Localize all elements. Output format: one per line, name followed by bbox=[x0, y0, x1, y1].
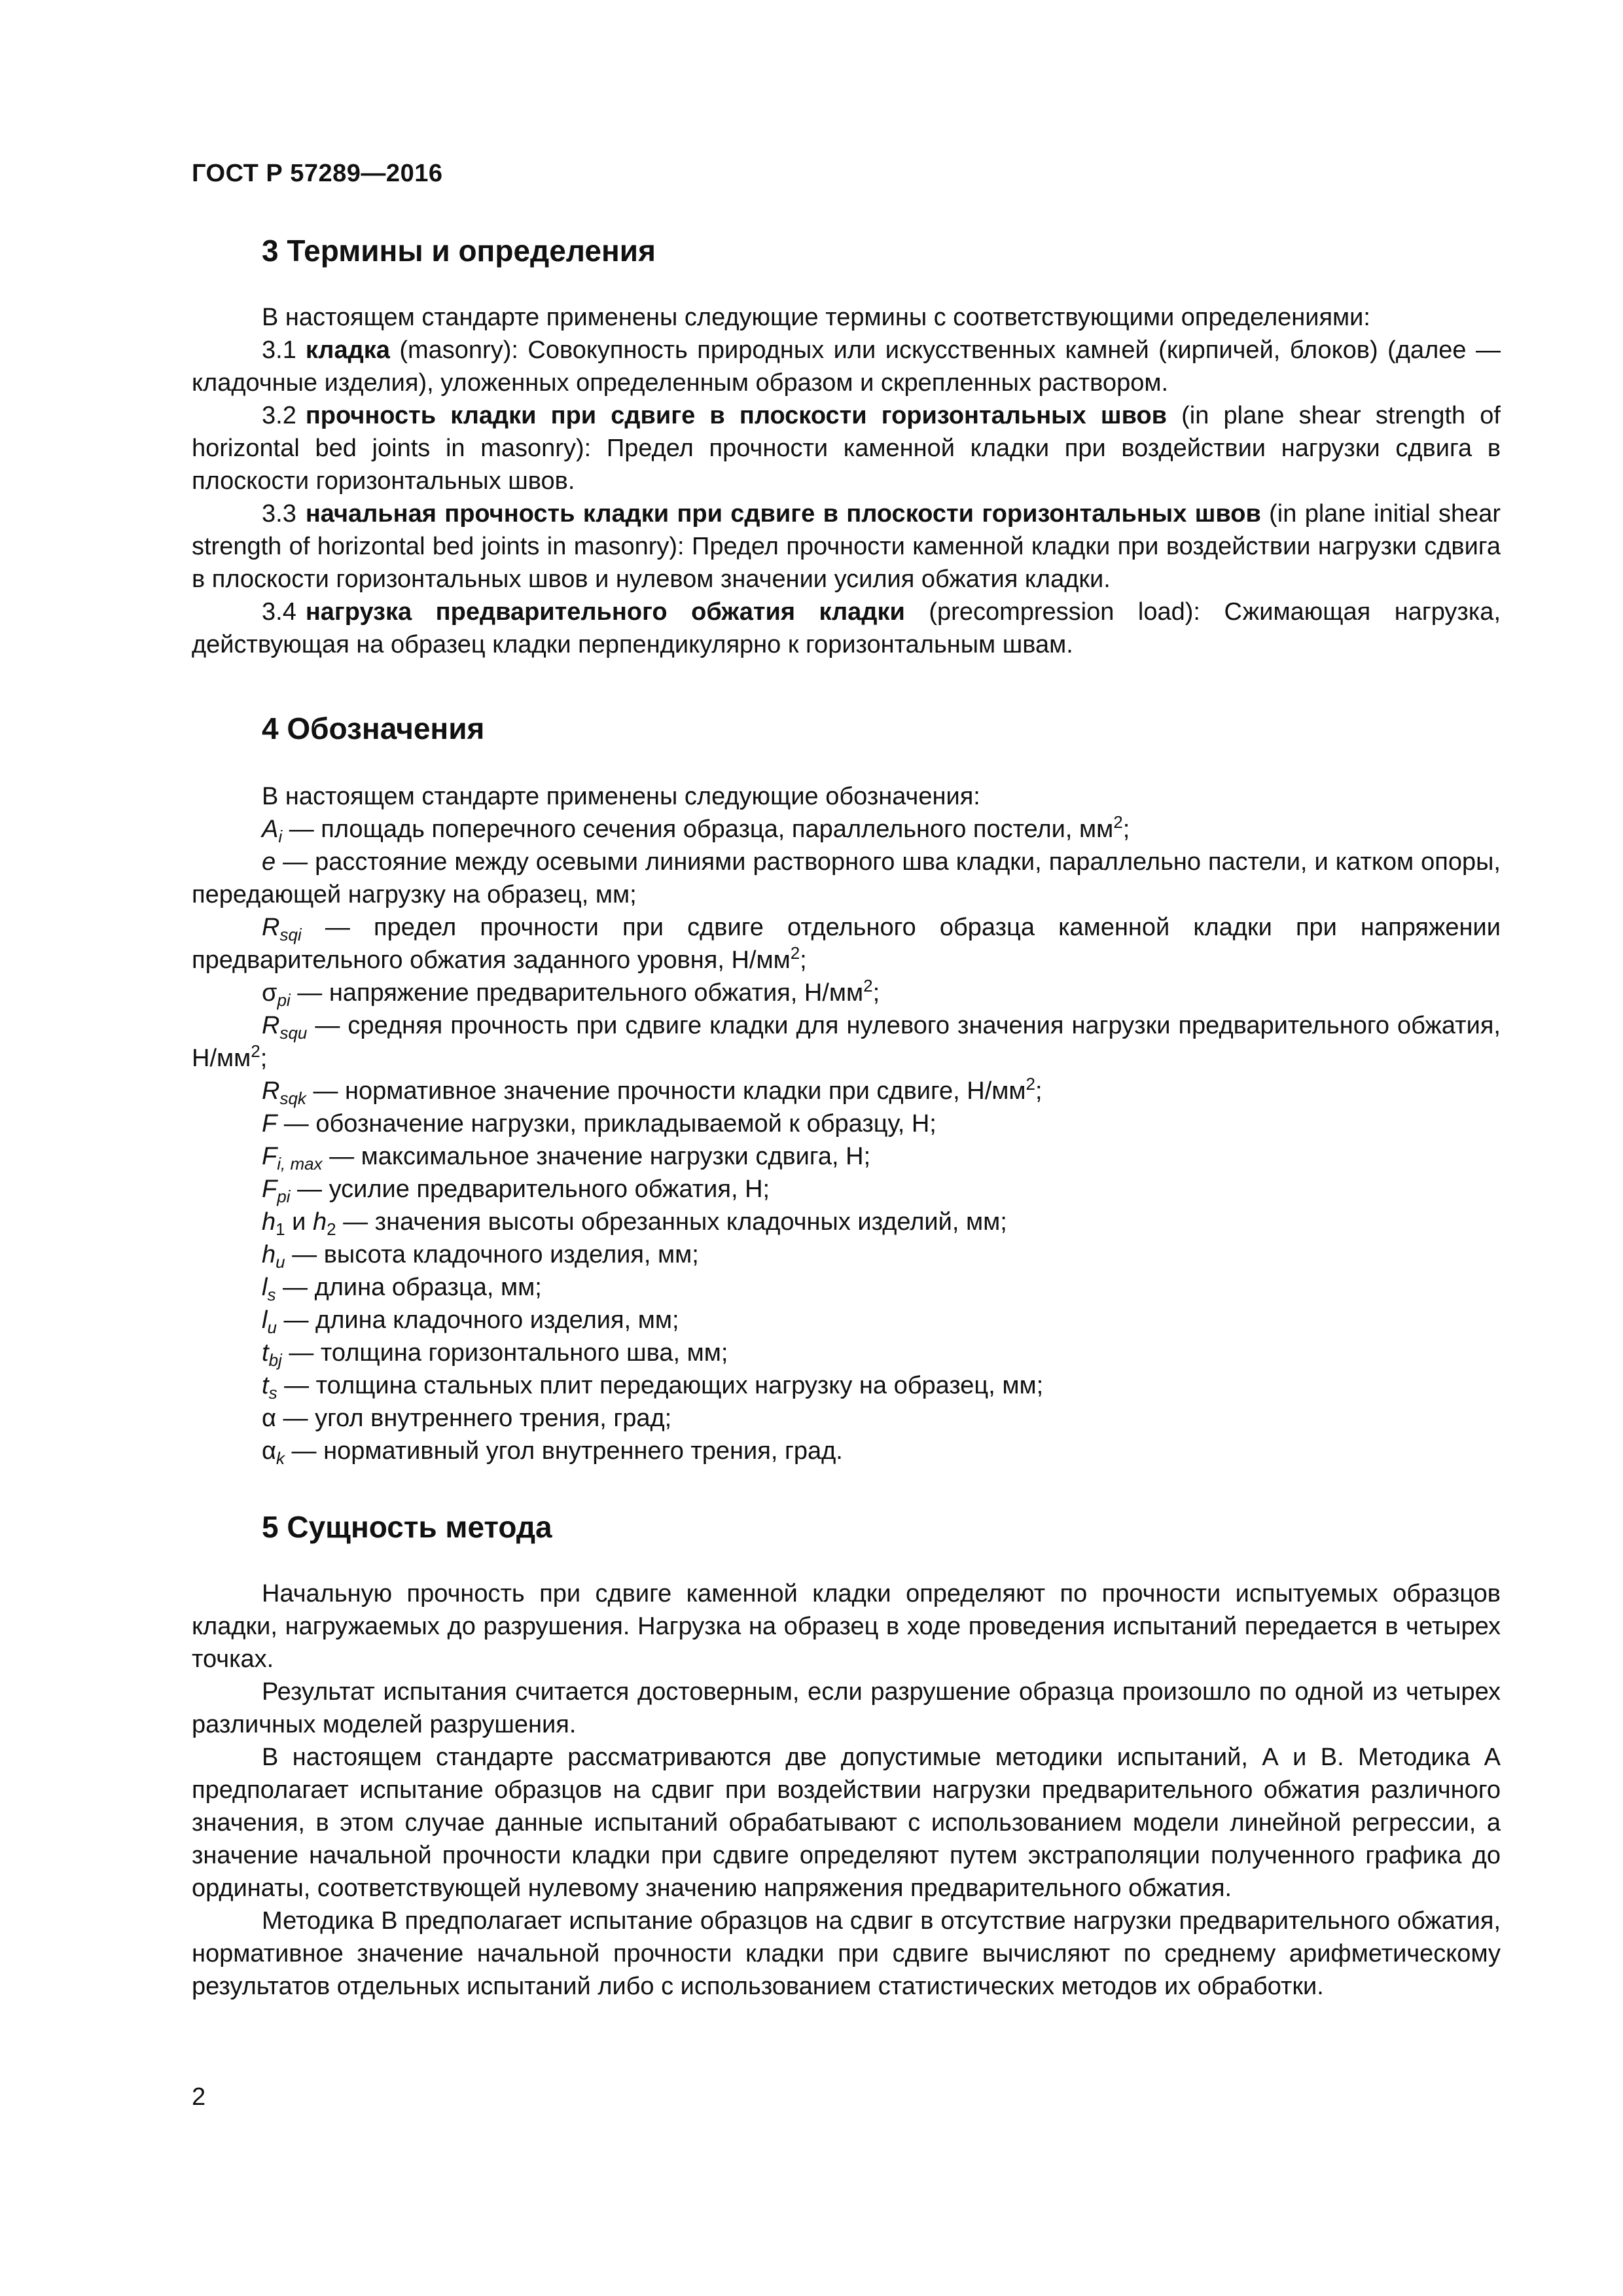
term-name: нагрузка предварительного обжатия кладки bbox=[305, 598, 905, 626]
term-english: (in plane shear strength of horizontal bed joints in masonry): bbox=[192, 402, 1501, 462]
section-4-heading: 4 Обозначения bbox=[262, 711, 485, 745]
term-english: (masonry): bbox=[389, 336, 528, 364]
section-5-paragraph: В настоящем стандарте рассматриваются две допустимые методики испытаний, А и В. Методика А предполагает испытание образцов на сдвиг при воздействии нагрузки предварительного обжатия различного значения, в этом случае данные испытаний обрабатывают с использованием модели линейной регрессии, а значение начальной прочности кладки при сдвиге определяют путем экстраполяции полученного графика до ординаты, соответствующей нулевому значению напряжения предварительного обжатия. bbox=[192, 1744, 1501, 1902]
term-3-3 bbox=[192, 497, 1501, 596]
term-number: 3.2 bbox=[262, 402, 296, 429]
term-3-2 bbox=[192, 399, 1501, 497]
section-4-body bbox=[192, 780, 1501, 1467]
symbol-item: $h_u$ — высота кладочного изделия, мм; bbox=[262, 1241, 699, 1272]
term-number: 3.1 bbox=[262, 336, 296, 364]
section-4-intro: В настоящем стандарте применены следующие обозначения: bbox=[262, 783, 980, 810]
term-3-1 bbox=[192, 334, 1501, 399]
term-definition: Предел прочности каменной кладки при воздействии нагрузки сдвига в плоскости горизонтальных швов и нулевом значении усилия обжатия кладки. bbox=[192, 533, 1501, 593]
term-number: 3.4 bbox=[262, 598, 296, 626]
symbol-item: $l_s$ — длина образца, мм; bbox=[262, 1274, 542, 1304]
term-definition: Предел прочности каменной кладки при воздействии нагрузки сдвига в плоскости горизонтальных швов. bbox=[192, 435, 1501, 495]
term-english: (in plane initial shear strength of horizontal bed joints in masonry): bbox=[192, 500, 1501, 560]
symbol-item: $R_{squ}$ — средняя прочность при сдвиге кладки для нулевого значения нагрузки предварительного обжатия, $Н/мм^2$; bbox=[192, 1012, 1501, 1072]
term-definition: Совокупность природных или искусственных камней (кирпичей, блоков) (далее — кладочные изделия), уложенных определенным образом и скрепленных раствором. bbox=[192, 336, 1501, 397]
section-5-heading: 5 Сущность метода bbox=[262, 1510, 552, 1544]
document-header: ГОСТ Р 57289—2016 bbox=[192, 160, 443, 187]
symbol-item: $R_{sqi}$ — предел прочности при сдвиге отдельного образца каменной кладки при напряжении предварительного обжатия заданного уровня, $Н/мм^2$; bbox=[192, 914, 1501, 974]
section-5-paragraph: Результат испытания считается достоверным, если разрушение образца произошло по одной из четырех различных моделей разрушения. bbox=[192, 1678, 1501, 1738]
section-3-intro: В настоящем стандарте применены следующие термины с соответствующими определениями: bbox=[262, 304, 1370, 331]
term-name: начальная прочность кладки при сдвиге в плоскости горизонтальных швов bbox=[305, 500, 1261, 528]
section-5-paragraph: Методика В предполагает испытание образцов на сдвиг в отсутствие нагрузки предварительного обжатия, нормативное значение начальной прочности кладки при сдвиге вычисляют по среднему арифметическому результатов отдельных испытаний либо с использованием статистических методов их обработки. bbox=[192, 1907, 1501, 2000]
section-5-paragraph: Начальную прочность при сдвиге каменной кладки определяют по прочности испытуемых образцов кладки, нагружаемых до разрушения. Нагрузка на образец в ходе проведения испытаний передается в четырех точках. bbox=[192, 1580, 1501, 1673]
symbol-item: $\sigma_{pi}$ — напряжение предварительного обжатия, $Н/мм^2$; bbox=[262, 976, 880, 1010]
symbol-item: $t_{bj}$ — толщина горизонтального шва, мм; bbox=[262, 1339, 728, 1370]
term-english: (precompression load): bbox=[904, 598, 1224, 626]
symbol-item: $F_{i, max}$ — максимальное значение нагрузки сдвига, Н; bbox=[262, 1143, 871, 1174]
section-3-heading: 3 Термины и определения bbox=[262, 234, 656, 268]
symbol-item: $l_u$ — длина кладочного изделия, мм; bbox=[262, 1306, 679, 1337]
term-3-4 bbox=[192, 596, 1501, 661]
symbol-item: F — обозначение нагрузки, прикладываемой к образцу, Н; bbox=[262, 1110, 936, 1138]
term-number: 3.3 bbox=[262, 500, 296, 528]
symbol-item: $\alpha_k$ — нормативный угол внутреннего трения, град. bbox=[262, 1437, 843, 1468]
symbol-item: e — расстояние между осевыми линиями растворного шва кладки, параллельно пастели, и катком опоры, передающей нагрузку на образец, мм; bbox=[192, 848, 1501, 908]
symbol-item: $F_{pi}$ — усилие предварительного обжатия, Н; bbox=[262, 1175, 770, 1206]
symbol-item: $h_1$ и $h_2$ — значения высоты обрезанных кладочных изделий, мм; bbox=[262, 1208, 1007, 1239]
term-definition: Сжимающая нагрузка, действующая на образец кладки перпендикулярно к горизонтальным швам. bbox=[192, 598, 1501, 658]
symbol-item: α — угол внутреннего трения, град; bbox=[262, 1405, 672, 1432]
section-3-body bbox=[192, 301, 1501, 661]
symbol-item: $t_s$ — толщина стальных плит передающих нагрузку на образец, мм; bbox=[262, 1372, 1044, 1403]
page-number: 2 bbox=[192, 2083, 206, 2111]
term-name: прочность кладки при сдвиге в плоскости горизонтальных швов bbox=[305, 402, 1168, 429]
symbol-item: $A_i$ — площадь поперечного сечения образца, параллельного постели, $мм^2$; bbox=[262, 812, 1130, 846]
term-name: кладка bbox=[305, 336, 390, 364]
symbol-item: $R_{sqk}$ — нормативное значение прочности кладки при сдвиге, $Н/мм^2$; bbox=[262, 1074, 1043, 1108]
section-5-body bbox=[192, 1577, 1501, 2003]
